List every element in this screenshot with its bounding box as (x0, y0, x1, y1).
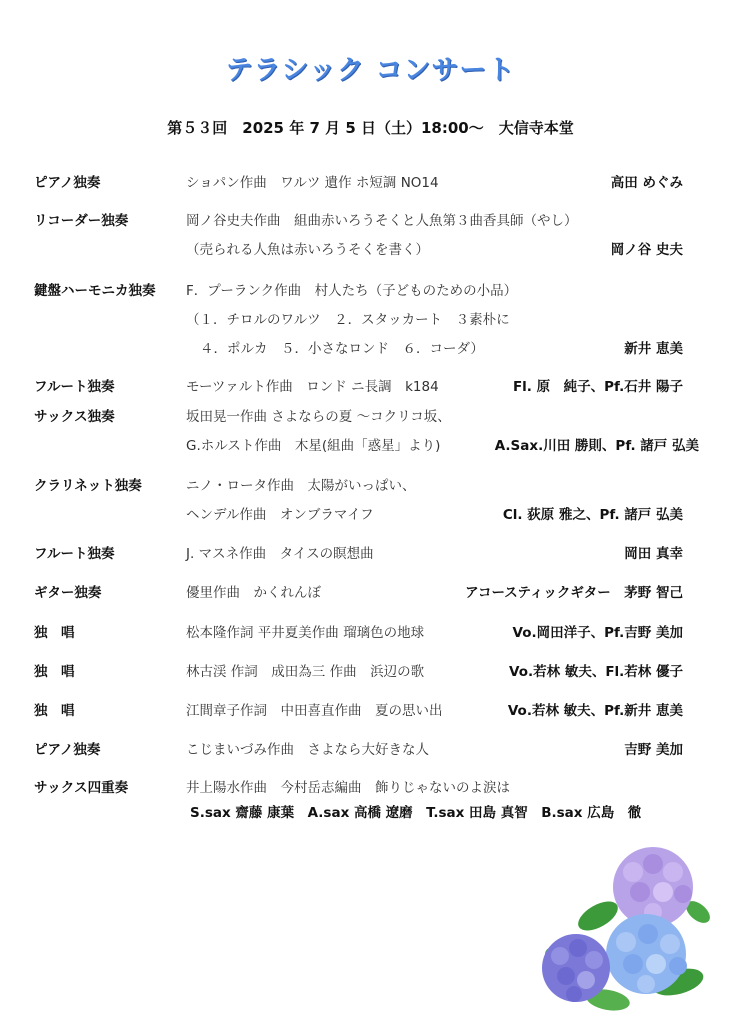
category-label: 独 唱 (34, 664, 75, 680)
program-line: ニノ・ロータ作曲 太陽がいっぱい、 (186, 478, 416, 494)
category-label: 独 唱 (34, 703, 75, 719)
performer: 新井 恵美 (624, 341, 683, 357)
category-label: サックス四重奏 (34, 780, 129, 796)
performer: Vo.若林 敏夫、Fl.若林 優子 (509, 664, 683, 680)
program-line: G.ホルスト作曲 木星(組曲「惑星」より) (186, 438, 441, 454)
program-line: 優里作曲 かくれんぼ (186, 585, 321, 601)
category-label: ギター独奏 (34, 585, 102, 601)
performer: Cl. 荻原 雅之、Pf. 諸戸 弘美 (502, 507, 683, 523)
program-line: 井上陽水作曲 今村岳志編曲 飾りじゃないのよ涙は (186, 780, 510, 796)
category-label: フルート独奏 (34, 379, 115, 395)
program-line: F．プーランク作曲 村人たち（子どものための小品） (186, 283, 518, 299)
concert-title: テラシック コンサート (225, 55, 516, 86)
performer: 吉野 美加 (624, 742, 683, 758)
category-label: フルート独奏 (34, 546, 115, 562)
program-line: モーツァルト作曲 ロンド ニ長調 k184 (186, 379, 439, 395)
performer: 岡ノ谷 史夫 (610, 242, 683, 258)
category-label: 独 唱 (34, 625, 75, 641)
program-line: 岡ノ谷史夫作曲 組曲赤いろうそくと人魚第３曲香具師（やし） (186, 213, 578, 229)
program-line: 林古渓 作詞 成田為三 作曲 浜辺の歌 (186, 664, 425, 680)
performer: 岡田 真幸 (624, 546, 683, 562)
program-line: ショパン作曲 ワルツ 遺作 ホ短調 NO14 (186, 175, 439, 191)
program-line: （売られる人魚は赤いろうそくを書く） (186, 242, 429, 258)
program-line: 江間章子作詞 中田喜直作曲 夏の思い出 (186, 703, 443, 719)
performer: Fl. 原 純子、Pf.石井 陽子 (512, 379, 683, 395)
category-label: ピアノ独奏 (34, 175, 101, 191)
program-line: こじまいづみ作曲 さよなら大好きな人 (186, 742, 429, 758)
program-line: ４．ポルカ ５．小さなロンド ６．コーダ） (200, 341, 484, 357)
category-label: 鍵盤ハーモニカ独奏 (34, 283, 156, 299)
performer: 高田 めぐみ (610, 175, 683, 191)
category-label: クラリネット独奏 (34, 478, 142, 494)
event-info: 第５３回 2025 年 7 月 5 日（土）18:00～ 大信寺本堂 (167, 119, 574, 137)
program-line: 松本隆作詞 平井夏美作曲 瑠璃色の地球 (186, 625, 425, 641)
category-label: リコーダー独奏 (34, 213, 129, 229)
performer: アコースティックギター 茅野 智己 (465, 585, 683, 601)
program-line: ヘンデル作曲 オンブラマイフ (186, 507, 374, 523)
program-line: 坂田晃一作曲 さよならの夏 ～コクリコ坂、 (186, 409, 451, 425)
hydrangea-illustration (528, 842, 710, 1014)
performer: S.sax 齋藤 康葉 A.sax 高橋 遼磨 T.sax 田島 真智 B.sax 広島 徹 (190, 805, 642, 821)
program-line: J. マスネ作曲 タイスの瞑想曲 (186, 546, 374, 562)
performer: Vo.岡田洋子、Pf.吉野 美加 (512, 625, 683, 641)
category-label: ピアノ独奏 (34, 742, 101, 758)
program-line: （１．チロルのワルツ ２．スタッカート ３素朴に (186, 312, 510, 328)
performer: A.Sax.川田 勝則、Pf. 諸戸 弘美 (494, 438, 699, 454)
category-label: サックス独奏 (34, 409, 115, 425)
performer: Vo.若林 敏夫、Pf.新井 恵美 (507, 703, 683, 719)
